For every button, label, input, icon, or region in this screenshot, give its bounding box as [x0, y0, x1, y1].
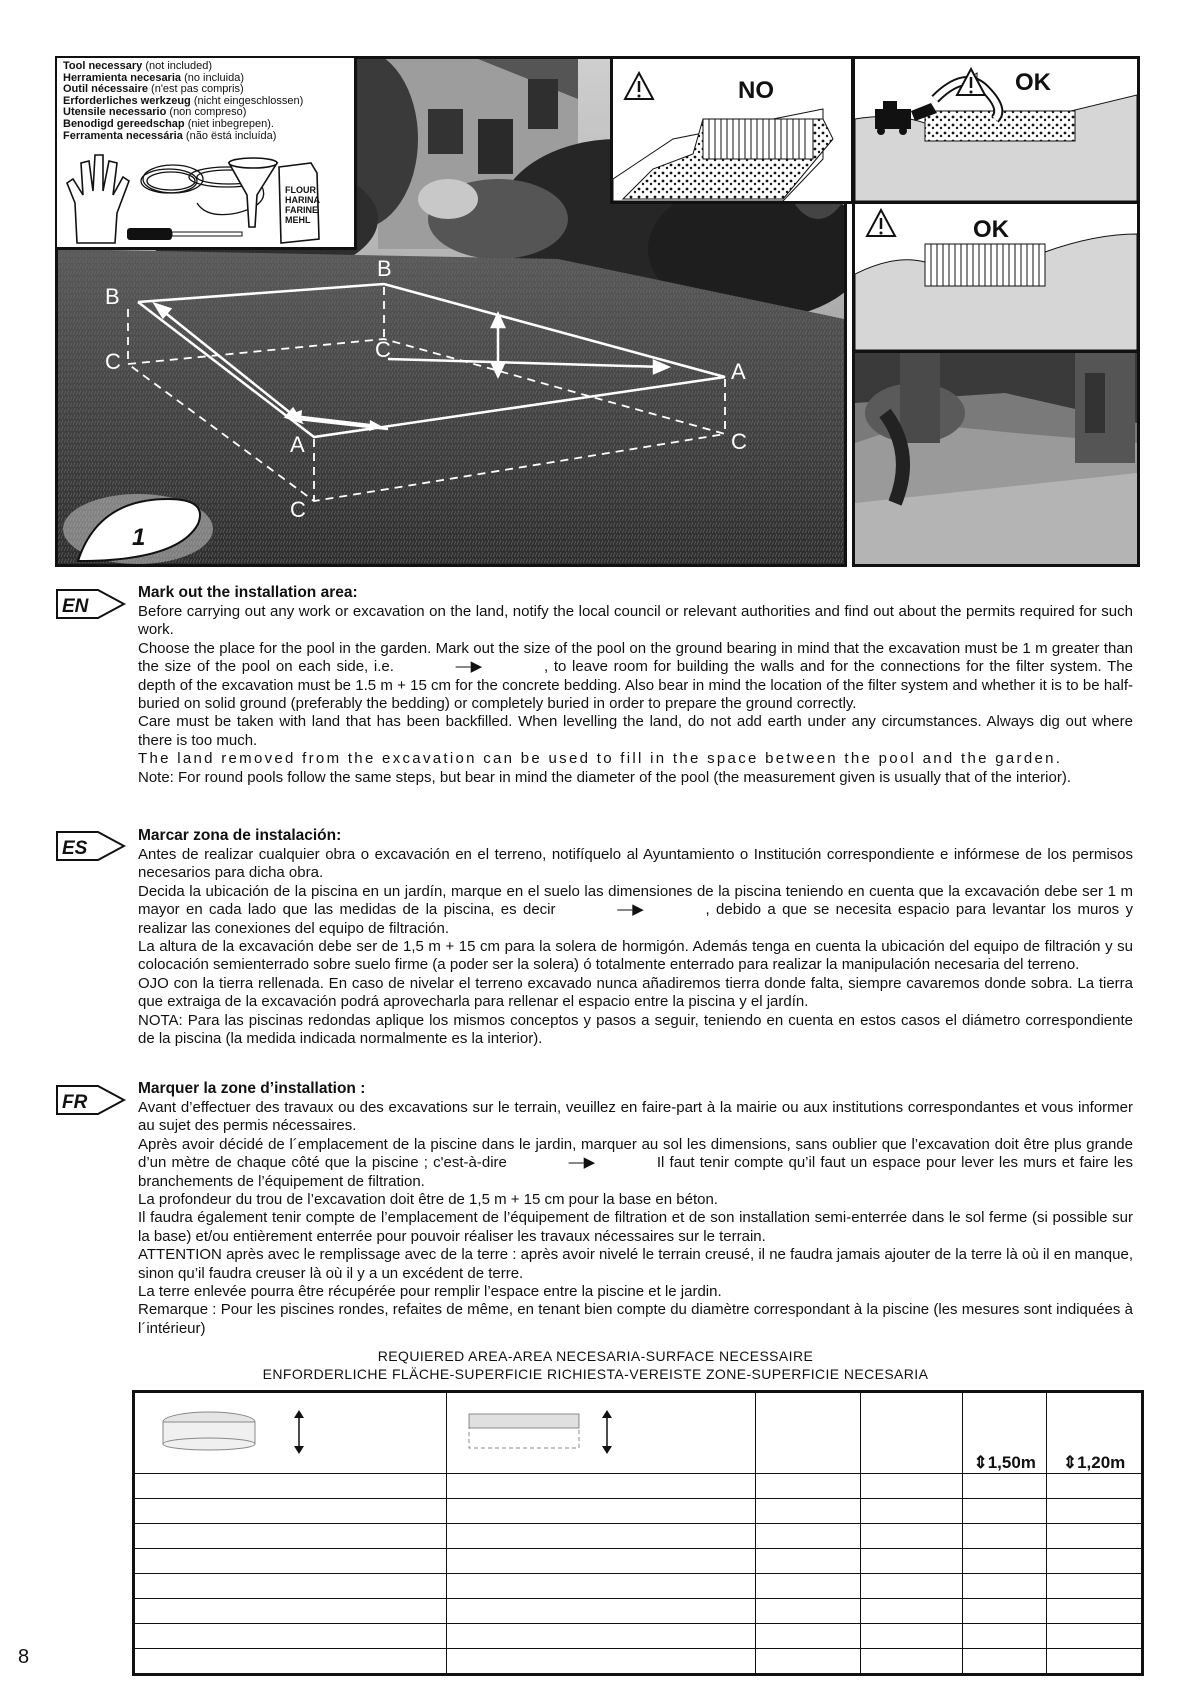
pool-wall-icon: [703, 119, 813, 159]
arrow-right-icon: —▶: [617, 901, 644, 919]
corner-label-c-left: C: [105, 349, 121, 374]
paragraph: NOTA: Para las piscinas redondas aplique los mismos conceptos y pasos a seguir, teniendo en cuenta en estos casos el diámetro correspondiente de la piscina (la medida indicada normalmente es la interior).: [138, 1011, 1133, 1048]
corner-label-c-mid: C: [375, 337, 391, 362]
lang-tag-fr: [56, 1084, 126, 1116]
panel-ok-top: [852, 56, 1140, 204]
paragraph: Avant d’effectuer des travaux ou des excavations sur le terrain, veuillez en faire-part à la mairie ou aux institutions correspondantes et vous informer au sujet des permis nécessaires.: [138, 1099, 1133, 1135]
table-header-cell: [134, 1392, 447, 1474]
excavation-photo: [852, 350, 1140, 567]
section-body-es: [138, 846, 1133, 1048]
table-header-depth-1: ⇕1,50m: [963, 1392, 1047, 1474]
paragraph: Decida la ubicación de la piscina en un jardín, marque en el suelo las dimensiones de la piscina teniendo en cuenta que la excavación debe ser 1 m mayor en cada lado que las medidas de la piscina, es decir —▶ , debido a que se necesita espacio para levantar los muros y realizar las conexiones del equipo de filtración.: [138, 882, 1134, 937]
paragraph: Il faudra également tenir compte de l’emplacement de l’équipement de filtration et de son installation semi-enterrée dans le sol ferme (si possible sur la base) et/ou entièrement enterrée pour pouvoir réaliser les travaux nécessaires sur le terrain.: [138, 1209, 1133, 1245]
warning-icon: [867, 210, 895, 236]
section-body-fr: [138, 1099, 1133, 1338]
corner-label-b-left: B: [105, 284, 120, 309]
table-header-cell: [756, 1392, 860, 1474]
section-title-fr: Marquer la zone d’installation :: [138, 1080, 366, 1097]
arrow-right-icon: —▶: [455, 658, 483, 676]
corner-label-c-right: C: [731, 429, 747, 454]
table-row: [134, 1574, 1143, 1599]
page-number: 8: [18, 1646, 30, 1668]
corner-label-a-front: A: [290, 432, 305, 457]
table-row: [134, 1524, 1143, 1549]
oval-pool-icon: [159, 1408, 319, 1454]
tools-list: [63, 61, 303, 142]
tools-line: Utensile necessario (non compreso): [63, 106, 247, 119]
tools-line: Benodigd gereedschap (niet inbegrepen).: [63, 117, 274, 130]
tools-illustration: [57, 143, 351, 247]
svg-text:FR: FR: [62, 1092, 88, 1113]
paragraph: ATTENTION après avec le remplissage avec de la terre : après avoir nivelé le terrain creusé, il ne faudra jamais ajouter de la terre là où il en manque, sinon qu’il faudra creuser là où il y a un excédent de terre.: [138, 1246, 1133, 1282]
panel-ok-mid-label: OK: [973, 216, 1009, 243]
svg-text:ES: ES: [62, 838, 88, 859]
table-row: [134, 1599, 1143, 1624]
paragraph: Après avoir décidé de l´emplacement de la piscine dans le jardin, marquer au sol les dimensions, sans oublier que l’excavation doit être plus grande d’un mètre de chaque côté que la piscine ; c'est-à-dire —▶ Il faut tenir compte qu’il faut un espace pour lever les murs et faire les branchements de l’équipement de filtration.: [138, 1135, 1133, 1190]
corner-label-b-top: B: [377, 256, 392, 281]
required-area-table: [132, 1390, 1144, 1676]
tools-line: Ferramenta necessária (não ëstá incluída): [63, 129, 277, 142]
table-header-row: [134, 1392, 1143, 1474]
flour-bag-label: FARINE: [285, 205, 319, 215]
figure-number: 1: [132, 524, 146, 551]
required-area-title-1: REQUIERED AREA-AREA NECESARIA-SURFACE NECESSAIRE: [377, 1348, 814, 1364]
screwdriver-icon: [127, 228, 242, 240]
tools-line: Outil nécessaire (n'est pas compris): [63, 83, 244, 96]
tools-line: Erforderliches werkzeug (nicht eingeschlossen): [63, 94, 304, 107]
excavation-photo-graphic: [855, 353, 1137, 564]
paragraph: La altura de la excavación debe ser de 1,5 m + 15 cm para la solera de hormigón. Además tenga en cuenta la ubicación del equipo de filtración y su colocación semienterrado sobre suelo firme (a poder ser la solera) ó totalmente enterrado para realizar la manipulación necesaria del terreno.: [138, 938, 1133, 974]
table-header-depth-2: ⇕1,20m: [1047, 1392, 1143, 1474]
table-row: [134, 1499, 1143, 1524]
panel-ok-top-graphic: [855, 59, 1137, 201]
paragraph: Note: For round pools follow the same steps, but bear in mind the diameter of the pool (the measurement given is usually that of the interior).: [138, 768, 1071, 786]
table-row: [134, 1624, 1143, 1649]
lang-tag-en: [56, 588, 126, 620]
table-row: [134, 1474, 1143, 1499]
paragraph: Care must be taken with land that has been backfilled. When levelling the land, do not add earth under any circumstances. Always dig out where there is too much.: [138, 713, 1133, 749]
tools-line: Tool necessary (not included): [63, 60, 212, 72]
updown-arrow-icon: ⇕: [1062, 1453, 1078, 1472]
funnel-icon: [229, 158, 277, 227]
table-header-cell: [860, 1392, 962, 1474]
updown-arrow-icon: ⇕: [973, 1453, 988, 1472]
table-header-cell: [447, 1392, 756, 1474]
corner-label-c-bottom: C: [290, 497, 306, 522]
svg-text:EN: EN: [62, 596, 89, 617]
warning-icon: [625, 73, 653, 99]
section-body-en: [138, 603, 1133, 787]
paragraph: La terre enlevée pourra être récupérée pour remplir l’espace entre la piscine et le jardin.: [138, 1283, 722, 1301]
panel-ok-mid: [852, 201, 1140, 353]
required-area-title-2: ENFORDERLICHE FLÄCHE-SUPERFICIE RICHIESTA-VEREISTE ZONE-SUPERFICIE NECESARIA: [262, 1366, 929, 1382]
paragraph: Antes de realizar cualquier obra o excavación en el terreno, notifíquelo al Ayuntamiento o Institución correspondiente e infórmese de los permisos necesarios para dicha obra.: [138, 846, 1133, 882]
section-title-es: Marcar zona de instalación:: [138, 827, 342, 844]
arrow-right-icon: —▶: [568, 1154, 596, 1172]
flour-bag-label: FLOUR: [285, 185, 316, 195]
excavation-area-icon: [467, 1408, 627, 1454]
flour-bag-label: MEHL: [285, 215, 311, 225]
panel-no-label: NO: [738, 77, 774, 104]
pool-wall-icon: [925, 244, 1045, 286]
flour-bag-label: HARINA: [285, 195, 320, 205]
glove-icon: [67, 155, 129, 243]
table-row: [134, 1549, 1143, 1574]
paragraph: Before carrying out any work or excavation on the land, notify the local council or relevant authorities and find out about the permits required for such work.: [138, 603, 1133, 639]
corner-label-a-right: A: [731, 359, 746, 384]
table-row: [134, 1649, 1143, 1675]
tools-box: [57, 58, 357, 250]
panel-no: [610, 56, 854, 204]
paragraph: Remarque : Pour les piscines rondes, refaites de même, en tenant bien compte du diamètre correspondant à la piscine (les mesures sont indiquées à l´intérieur): [138, 1301, 1133, 1337]
paragraph: La profondeur du trou de l’excavation doit être de 1,5 m + 15 cm pour la base en béton.: [138, 1191, 718, 1209]
paragraph: Choose the place for the pool in the garden. Mark out the size of the pool on the ground bearing in mind that the excavation must be 1 m greater than the size of the pool on each side, i.e. —▶ , to leave room for building the walls and for the connections for the filter system. The depth of the excavation must be 1.5 m + 15 cm for the concrete bedding. Also bear in mind the location of the filter system and whether it is to be half-buried on solid ground (preferably the bedding) or completely buried in order to prepare the ground correctly.: [138, 639, 1133, 713]
panel-no-graphic: [613, 59, 851, 201]
section-title-en: Mark out the installation area:: [138, 584, 358, 601]
paragraph: The land removed from the excavation can be used to fill in the space between the pool and the garden.: [138, 750, 1063, 768]
paragraph: OJO con la tierra rellenada. En caso de nivelar el terreno excavado nunca añadiremos tierra donde falta, siempre cavaremos donde sobra. La tierra que extraiga de la excavación podrá aprovecharla para rellenar el espacio entre la piscina y el jardín.: [138, 974, 1133, 1011]
lang-tag-es: [56, 830, 126, 862]
panel-ok-top-label: OK: [1015, 69, 1051, 96]
tools-line: Herramienta necesaria (no incluida): [63, 71, 244, 84]
